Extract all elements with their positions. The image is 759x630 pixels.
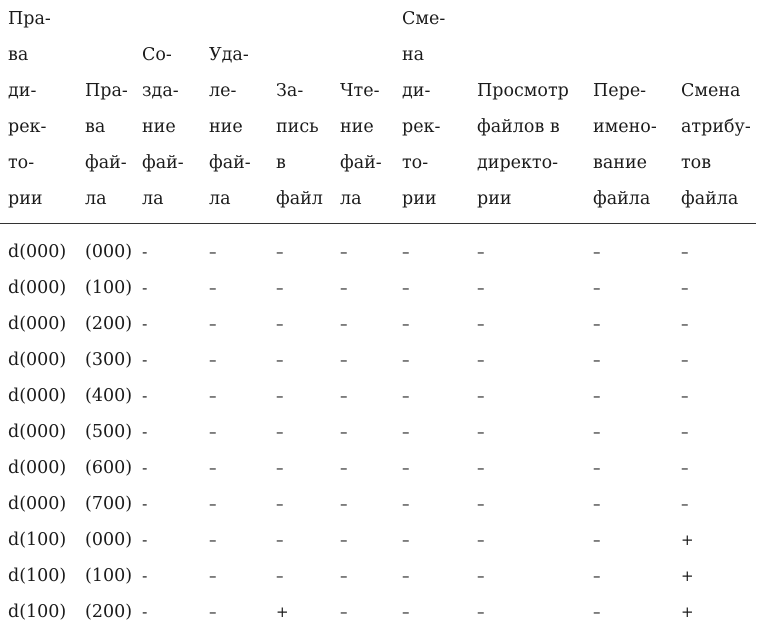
cell-change-dir: – — [394, 558, 469, 594]
cell-list-dir: – — [469, 378, 585, 414]
cell-rename-file: – — [585, 450, 673, 486]
cell-rename-file: – — [585, 270, 673, 306]
cell-rename-file: – — [585, 224, 673, 271]
cell-dir-perms: d(000) — [0, 306, 77, 342]
cell-change-dir: – — [394, 224, 469, 271]
col-header-list-dir: Просмотр файлов в директо- рии — [469, 0, 585, 224]
cell-change-dir: – — [394, 594, 469, 630]
cell-create-file: - — [134, 522, 201, 558]
col-header-dir-perms: Пра- ва ди- рек- то- рии — [0, 0, 77, 224]
cell-create-file: - — [134, 414, 201, 450]
cell-dir-perms: d(000) — [0, 486, 77, 522]
cell-rename-file: – — [585, 594, 673, 630]
cell-read-file: – — [332, 342, 394, 378]
cell-read-file: – — [332, 486, 394, 522]
cell-change-dir: – — [394, 486, 469, 522]
cell-dir-perms: d(100) — [0, 522, 77, 558]
col-header-change-attrs: Смена атрибу- тов файла — [673, 0, 756, 224]
cell-file-perms: (200) — [77, 594, 134, 630]
cell-delete-file: – — [201, 378, 268, 414]
table-row — [0, 486, 756, 522]
cell-change-attrs: – — [673, 306, 756, 342]
cell-read-file: – — [332, 450, 394, 486]
cell-create-file: - — [134, 594, 201, 630]
cell-file-perms: (000) — [77, 522, 134, 558]
cell-list-dir: – — [469, 558, 585, 594]
cell-write-file: + — [268, 594, 332, 630]
cell-create-file: - — [134, 342, 201, 378]
cell-delete-file: – — [201, 450, 268, 486]
cell-change-attrs: + — [673, 558, 756, 594]
cell-dir-perms: d(000) — [0, 342, 77, 378]
cell-file-perms: (700) — [77, 486, 134, 522]
cell-write-file: – — [268, 414, 332, 450]
cell-delete-file: – — [201, 558, 268, 594]
cell-change-attrs: – — [673, 486, 756, 522]
cell-create-file: - — [134, 224, 201, 271]
cell-list-dir: – — [469, 522, 585, 558]
cell-change-attrs: – — [673, 342, 756, 378]
cell-write-file: – — [268, 486, 332, 522]
cell-delete-file: – — [201, 270, 268, 306]
cell-change-attrs: – — [673, 224, 756, 271]
cell-delete-file: – — [201, 414, 268, 450]
cell-read-file: – — [332, 522, 394, 558]
cell-change-attrs: + — [673, 594, 756, 630]
cell-write-file: – — [268, 224, 332, 271]
cell-rename-file: – — [585, 558, 673, 594]
cell-create-file: - — [134, 486, 201, 522]
cell-write-file: – — [268, 558, 332, 594]
cell-write-file: – — [268, 378, 332, 414]
cell-list-dir: – — [469, 414, 585, 450]
cell-dir-perms: d(000) — [0, 378, 77, 414]
cell-list-dir: – — [469, 450, 585, 486]
cell-dir-perms: d(100) — [0, 558, 77, 594]
cell-change-attrs: – — [673, 450, 756, 486]
cell-change-attrs: – — [673, 414, 756, 450]
table-body — [0, 224, 756, 630]
col-header-file-perms: Пра- ва фай- ла — [77, 0, 134, 224]
table-row — [0, 594, 756, 630]
cell-change-dir: – — [394, 522, 469, 558]
table-row — [0, 378, 756, 414]
cell-file-perms: (200) — [77, 306, 134, 342]
cell-write-file: – — [268, 306, 332, 342]
table-row — [0, 270, 756, 306]
cell-list-dir: – — [469, 342, 585, 378]
cell-list-dir: – — [469, 594, 585, 630]
cell-rename-file: – — [585, 306, 673, 342]
cell-create-file: - — [134, 378, 201, 414]
cell-read-file: – — [332, 306, 394, 342]
cell-dir-perms: d(100) — [0, 594, 77, 630]
cell-list-dir: – — [469, 224, 585, 271]
cell-list-dir: – — [469, 486, 585, 522]
cell-rename-file: – — [585, 414, 673, 450]
cell-rename-file: – — [585, 378, 673, 414]
col-header-write-file: За- пись в файл — [268, 0, 332, 224]
col-header-create-file: Со- зда- ние фай- ла — [134, 0, 201, 224]
cell-file-perms: (400) — [77, 378, 134, 414]
col-header-rename-file: Пере- имено- вание файла — [585, 0, 673, 224]
cell-delete-file: – — [201, 594, 268, 630]
table-row — [0, 522, 756, 558]
cell-write-file: – — [268, 522, 332, 558]
cell-rename-file: – — [585, 522, 673, 558]
table-row — [0, 306, 756, 342]
cell-read-file: – — [332, 594, 394, 630]
cell-change-attrs: + — [673, 522, 756, 558]
cell-create-file: - — [134, 270, 201, 306]
cell-rename-file: – — [585, 486, 673, 522]
table-row — [0, 558, 756, 594]
cell-change-dir: – — [394, 342, 469, 378]
cell-file-perms: (600) — [77, 450, 134, 486]
cell-change-dir: – — [394, 378, 469, 414]
cell-read-file: – — [332, 270, 394, 306]
cell-dir-perms: d(000) — [0, 270, 77, 306]
cell-read-file: – — [332, 558, 394, 594]
table-row — [0, 342, 756, 378]
cell-create-file: - — [134, 558, 201, 594]
cell-file-perms: (000) — [77, 224, 134, 271]
cell-read-file: – — [332, 378, 394, 414]
header-row — [0, 0, 756, 224]
cell-create-file: - — [134, 306, 201, 342]
table-row — [0, 414, 756, 450]
cell-file-perms: (500) — [77, 414, 134, 450]
cell-delete-file: – — [201, 522, 268, 558]
cell-dir-perms: d(000) — [0, 414, 77, 450]
cell-file-perms: (100) — [77, 270, 134, 306]
cell-change-dir: – — [394, 270, 469, 306]
cell-write-file: – — [268, 450, 332, 486]
cell-write-file: – — [268, 342, 332, 378]
cell-list-dir: – — [469, 270, 585, 306]
cell-read-file: – — [332, 414, 394, 450]
cell-change-attrs: – — [673, 378, 756, 414]
cell-dir-perms: d(000) — [0, 224, 77, 271]
cell-delete-file: – — [201, 342, 268, 378]
cell-create-file: - — [134, 450, 201, 486]
cell-rename-file: – — [585, 342, 673, 378]
cell-list-dir: – — [469, 306, 585, 342]
cell-change-dir: – — [394, 414, 469, 450]
col-header-read-file: Чте- ние фай- ла — [332, 0, 394, 224]
cell-write-file: – — [268, 270, 332, 306]
cell-delete-file: – — [201, 306, 268, 342]
cell-file-perms: (100) — [77, 558, 134, 594]
cell-delete-file: – — [201, 224, 268, 271]
cell-change-dir: – — [394, 306, 469, 342]
cell-change-attrs: – — [673, 270, 756, 306]
cell-read-file: – — [332, 224, 394, 271]
col-header-delete-file: Уда- ле- ние фай- ла — [201, 0, 268, 224]
col-header-change-dir: Сме- на ди- рек- то- рии — [394, 0, 469, 224]
table-header — [0, 0, 756, 224]
table-row — [0, 450, 756, 486]
cell-dir-perms: d(000) — [0, 450, 77, 486]
cell-change-dir: – — [394, 450, 469, 486]
cell-delete-file: – — [201, 486, 268, 522]
cell-file-perms: (300) — [77, 342, 134, 378]
table-row — [0, 224, 756, 271]
